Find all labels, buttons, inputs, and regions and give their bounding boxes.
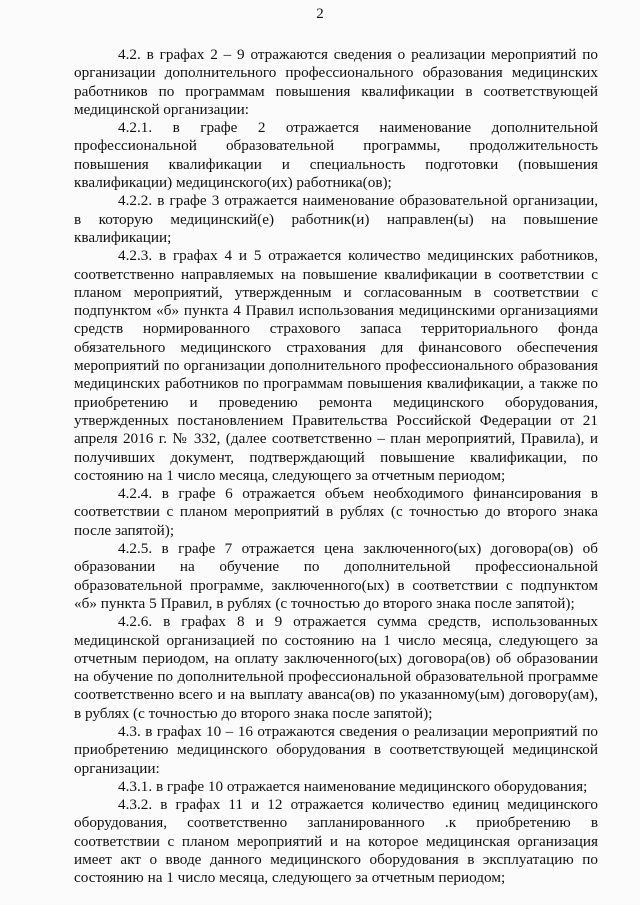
paragraph-4-2-2: 4.2.2. в графе 3 отражается наименование образовательной организации, в которую медицинский(е) работник(и) направлен(ы) на повышение квалификации; [74,192,598,246]
paragraph-4-2-5: 4.2.5. в графе 7 отражается цена заключенного(ых) договора(ов) об образовании на обучение по дополнительной профессиональной образовательной программе, заключенного(ых) в соответствии с подпунктом «б» пункта 5 Правил, в рублях (с точностью до второго знака после запятой); [74,540,598,612]
paragraph-4-3-2: 4.3.2. в графах 11 и 12 отражается количество единиц медицинского оборудования, соответственно запланированного .к приобретению в соответствии с планом мероприятий и на которое медицинская организация имеет акт о вводе данного медицинского оборудования в эксплуатацию по состоянию на 1 число месяца, следующего за отчетным периодом; [74,796,598,887]
paragraph-4-2: 4.2. в графах 2 – 9 отражаются сведения о реализации мероприятий по организации дополнительного профессионального образования медицинских работников по программам повышения квалификации в соответствующей медицинской организации: [74,46,598,118]
document-body [74,46,598,888]
page-number: 2 [316,6,324,22]
paragraph-4-2-4: 4.2.4. в графе 6 отражается объем необходимого финансирования в соответствии с планом мероприятий в рублях (с точностью до второго знака после запятой); [74,485,598,539]
paragraph-4-3-1: 4.3.1. в графе 10 отражается наименование медицинского оборудования; [118,777,588,795]
paragraph-4-2-3: 4.2.3. в графах 4 и 5 отражается количество медицинских работников, соответственно направляемых на повышение квалификации в соответствии с планом мероприятий, утвержденным и согласованным в соответствии с подпунктом «б» пункта 4 Правил использования медицинскими организациями средств нормированного страхового запаса территориального фонда обязательного медицинского страхования для финансового обеспечения мероприятий по организации дополнительного профессионального образования медицинских работников по программам повышения квалификации, а также по приобретению и проведению ремонта медицинского оборудования, утвержденных постановлением Правительства Российской Федерации от 21 апреля 2016 г. № 332, (далее соответственно – план мероприятий, Правила), и получивших документ, подтверждающий повышение квалификации, по состоянию на 1 число месяца, следующего за отчетным периодом; [74,247,598,484]
paragraph-4-3: 4.3. в графах 10 – 16 отражаются сведения о реализации мероприятий по приобретению медицинского оборудования в соответствующей медицинской организации: [74,722,598,777]
paragraph-4-2-6: 4.2.6. в графах 8 и 9 отражается сумма средств, использованных медицинской организацией по состоянию на 1 число месяца, следующего за отчетным периодом, на оплату заключенного(ых) договора(ов) об образовании на обучение по дополнительной профессиональной образовательной программе соответственно всего и на выплату аванса(ов) по указанному(ым) договору(ам), в рублях (с точностью до второго знака после запятой); [74,613,598,722]
paragraph-4-2-1: 4.2.1. в графе 2 отражается наименование дополнительной профессиональной образовательной программы, продолжительность повышения квалификации и специальность подготовки (повышения квалификации) медицинского(их) работника(ов); [74,119,598,192]
